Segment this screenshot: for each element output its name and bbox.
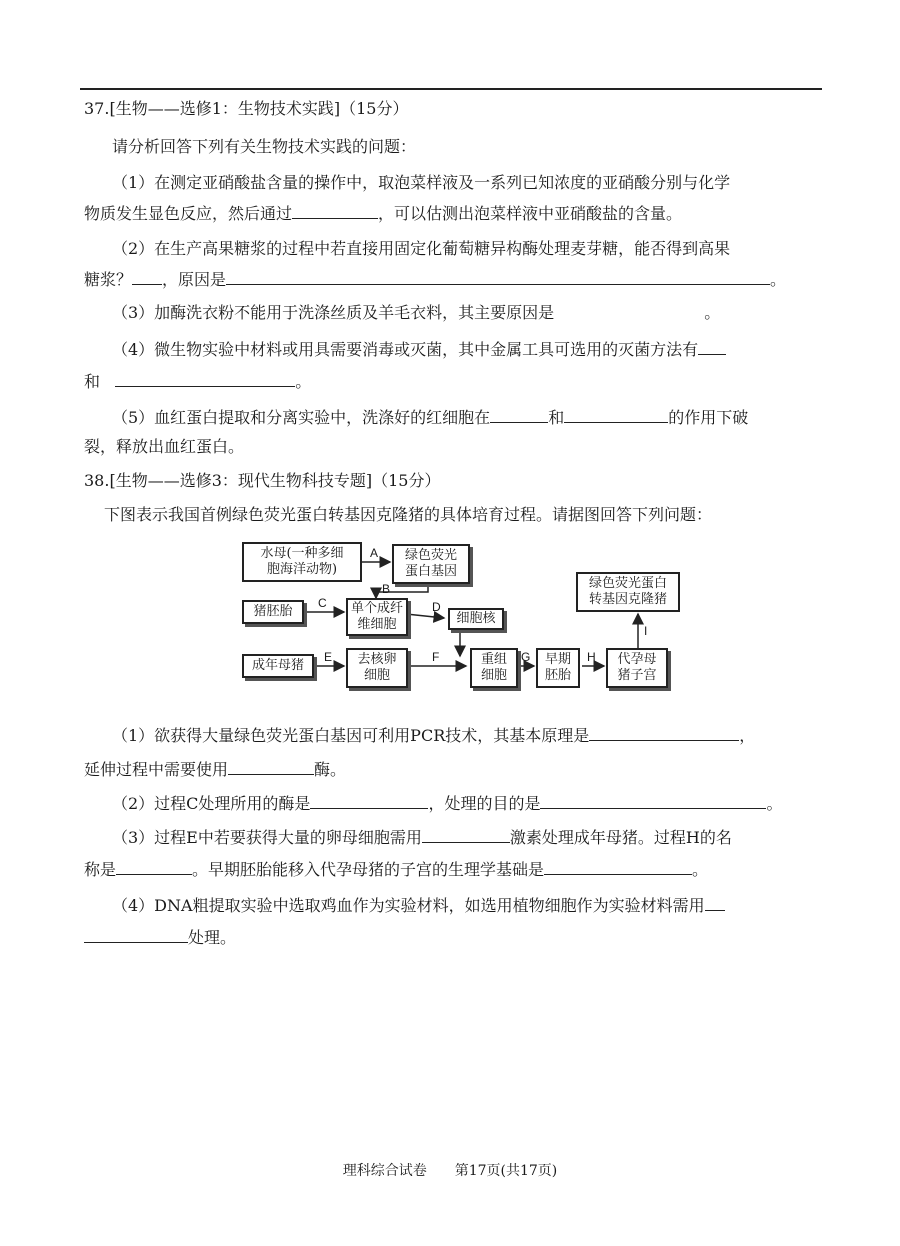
box-gfp-gene: 绿色荧光 蛋白基因	[392, 544, 470, 584]
q38-title: 38.[生物——选修3：现代生物科技专题]（15分）	[84, 471, 441, 490]
box-recombinant-cell: 重组 细胞	[470, 648, 518, 688]
label-B: B	[382, 582, 391, 596]
q38-part4-line2: 处理。	[84, 926, 236, 949]
label-D: D	[432, 600, 441, 614]
q37-part1-line2: 物质发生显色反应，然后通过 ，可以估测出泡菜样液中亚硝酸盐的含量。	[84, 204, 683, 223]
q38-part3-line2: 称是 。早期胚胎能移入代孕母猪的子宫的生理学基础是 。	[84, 860, 709, 879]
q37-part2-line2: 糖浆？ ，原因是 。	[84, 270, 787, 289]
answer-blank[interactable]	[705, 894, 725, 911]
answer-blank[interactable]	[115, 370, 295, 387]
page-footer: 理科综合试卷 第17页(共17页)	[342, 1163, 558, 1179]
label-F: F	[432, 650, 440, 664]
q37-part1-line1: （1）在测定亚硝酸盐含量的操作中，取泡菜样液及一系列已知浓度的亚硝酸分别与化学	[112, 173, 731, 192]
q37-title: 37.[生物——选修1：生物技术实践]（15分）	[84, 99, 409, 118]
answer-blank[interactable]	[540, 792, 766, 809]
box-clone-pig: 绿色荧光蛋白 转基因克隆猪	[576, 572, 680, 612]
label-E: E	[324, 650, 333, 664]
answer-blank[interactable]	[132, 268, 162, 285]
q38-part4-line1: （4）DNA粗提取实验中选取鸡血作为实验材料，如选用植物细胞作为实验材料需用	[112, 894, 725, 917]
q37-part5-line2: 裂，释放出血红蛋白。	[84, 437, 245, 456]
label-C: C	[318, 596, 327, 610]
transgenic-pig-flow-diagram	[236, 536, 696, 696]
box-fibroblast: 单个成纤 维细胞	[346, 598, 408, 636]
q37-part5-line1: （5）血红蛋白提取和分离实验中，洗涤好的红细胞在 和 的作用下破	[112, 408, 749, 427]
box-jellyfish: 水母(一种多细 胞海洋动物)	[242, 542, 362, 582]
label-I: I	[644, 624, 648, 638]
label-G: G	[521, 650, 531, 664]
q37-part4-line1: （4）微生物实验中材料或用具需要消毒或灭菌，其中金属工具可选用的灭菌方法有	[112, 338, 726, 361]
q37-part2-line1: （2）在生产高果糖浆的过程中若直接用固定化葡萄糖异构酶处理麦芽糖，能否得到高果	[112, 239, 731, 258]
q37-intro: 请分析回答下列有关生物技术实践的问题：	[112, 137, 417, 156]
answer-blank[interactable]	[589, 724, 739, 741]
box-surrogate: 代孕母 猪子宫	[606, 648, 668, 688]
q38-intro: 下图表示我国首例绿色荧光蛋白转基因克隆猪的具体培育过程。请据图回答下列问题：	[104, 505, 713, 524]
q37-part4-line2: 和 。	[84, 372, 312, 391]
answer-blank[interactable]	[84, 926, 188, 943]
answer-blank[interactable]	[422, 826, 510, 843]
box-nucleus: 细胞核	[448, 608, 504, 630]
answer-blank[interactable]	[698, 338, 726, 355]
q37-part3: （3）加酶洗衣粉不能用于洗涤丝质及羊毛衣料，其主要原因是 。	[112, 303, 721, 322]
q38-part1-line2: 延伸过程中需要使用 酶。	[84, 760, 347, 779]
box-sow: 成年母猪	[242, 654, 314, 678]
answer-blank[interactable]	[292, 202, 378, 219]
q38-part1-line1: （1）欲获得大量绿色荧光蛋白基因可利用PCR技术，其基本原理是 ，	[112, 726, 756, 745]
label-H: H	[587, 650, 596, 664]
box-pig-embryo: 猪胚胎	[242, 600, 304, 624]
arrow-D	[406, 614, 444, 618]
q38-part2: （2）过程C处理所用的酶是 ，处理的目的是 。	[112, 794, 783, 813]
q38-part3-line1: （3）过程E中若要获得大量的卵母细胞需用 激素处理成年母猪。过程H的名	[112, 828, 732, 847]
answer-blank[interactable]	[490, 406, 548, 423]
box-early-embryo: 早期 胚胎	[536, 648, 580, 688]
answer-blank[interactable]	[544, 858, 692, 875]
box-enucleated-egg: 去核卵 细胞	[346, 648, 408, 688]
answer-blank[interactable]	[564, 406, 668, 423]
answer-blank[interactable]	[226, 268, 770, 285]
header-rule	[80, 88, 822, 90]
answer-blank[interactable]	[228, 758, 314, 775]
label-A: A	[370, 546, 379, 560]
answer-blank[interactable]	[310, 792, 428, 809]
answer-blank[interactable]	[116, 858, 192, 875]
